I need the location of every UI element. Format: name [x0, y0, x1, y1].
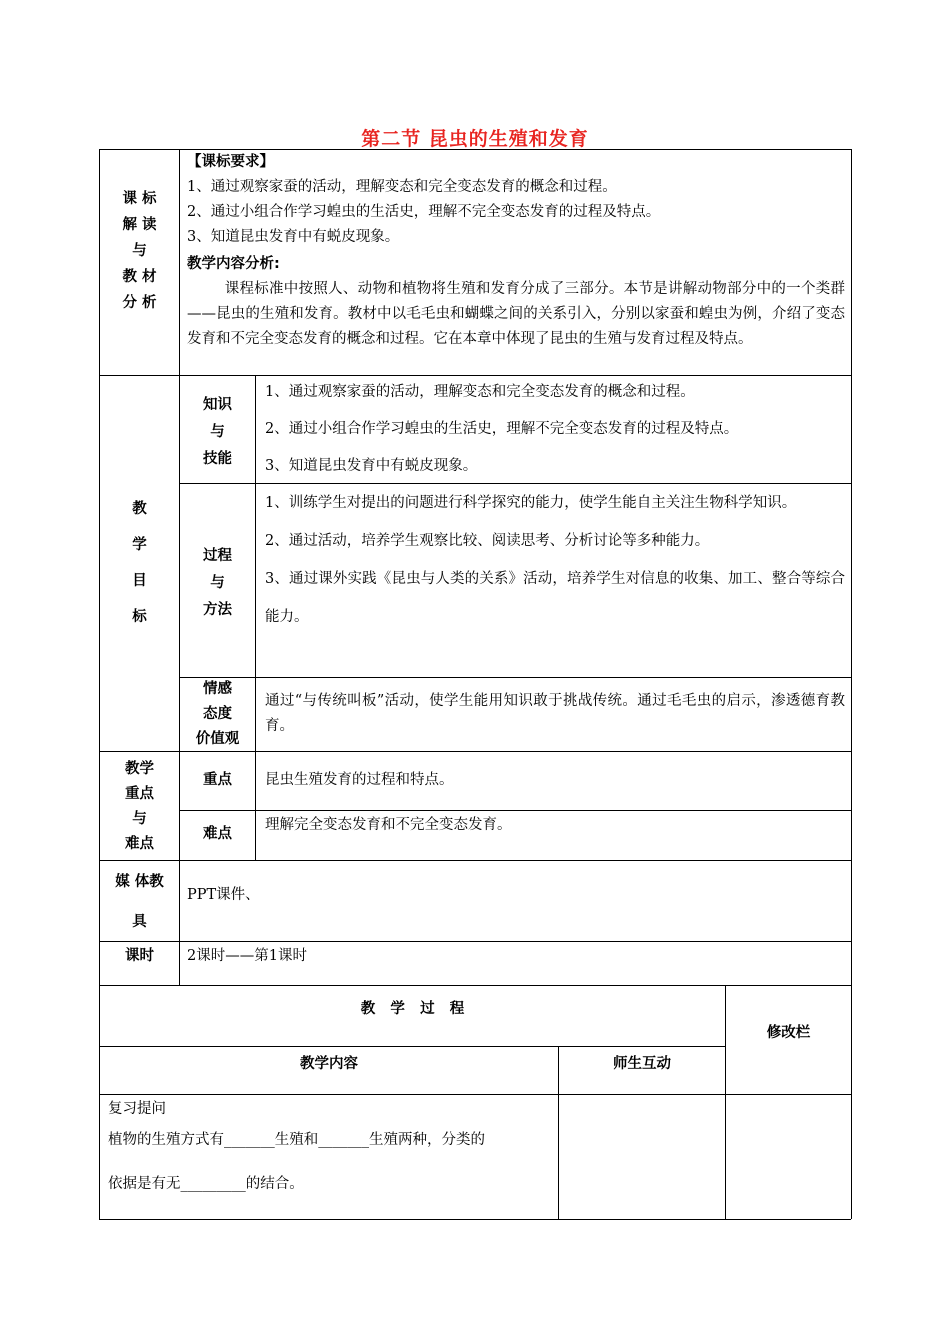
section-label-key-points: 教学 重点 与 难点 [125, 761, 154, 852]
process-content [265, 484, 845, 636]
key-point-text: 昆虫生殖发育的过程和特点。 [265, 772, 454, 788]
process-item: 3、通过课外实践《昆虫与人类的关系》活动，培养学生对信息的收集、加工、整合等综合能力。 [265, 571, 845, 625]
row-divider [99, 860, 851, 861]
hours-text: 2课时——第1课时 [187, 948, 307, 964]
label-knowledge-skills: 知识 与 技能 [203, 397, 232, 467]
label-difficulty: 难点 [203, 826, 232, 842]
table-border [99, 1046, 725, 1047]
process-heading: 教 学 过 程 [360, 1001, 465, 1017]
label-key-point: 重点 [203, 772, 232, 788]
table-border [99, 1219, 851, 1220]
revise-column-header: 修改栏 [766, 1025, 811, 1041]
content-line: 依据是有无_________的结合。 [108, 1176, 304, 1192]
interaction-column-header: 师生互动 [613, 1056, 671, 1072]
label-media: 媒 体教 具 [115, 874, 164, 930]
process-item: 1、训练学生对提出的问题进行科学探究的能力，使学生能自主关注生物科学知识。 [265, 495, 797, 511]
difficulty-text: 理解完全变态发育和不完全变态发育。 [265, 817, 512, 833]
curriculum-heading: 【课标要求】 [187, 154, 274, 170]
analysis-text: 课程标准中按照人、动物和植物将生殖和发育分成了三部分。本节是讲解动物部分中的一个类群——昆虫的生殖和发育。教材中以毛毛虫和蝴蝶之间的关系引入，分别以家蚕和蝗虫为例，介绍了变态发育和不完全变态发育的概念和过程。它在本章中体现了昆虫的生殖与发育过程及特点。 [187, 281, 845, 347]
table-border [99, 985, 851, 986]
section-label-objectives: 教 学 目 标 [132, 501, 147, 625]
content-column-header: 教学内容 [300, 1056, 358, 1072]
content-line: 植物的生殖方式有_______生殖和_______生殖两种，分类的 [108, 1132, 485, 1148]
knowledge-item: 1、通过观察家蚕的活动，理解变态和完全变态发育的概念和过程。 [265, 384, 695, 400]
analysis-heading: 教学内容分析: [187, 256, 280, 272]
table-border [851, 149, 852, 985]
page-title: 第二节 昆虫的生殖和发育 [361, 128, 589, 150]
knowledge-item: 3、知道昆虫发育中有蜕皮现象。 [265, 458, 478, 474]
media-text: PPT课件、 [187, 887, 260, 903]
teaching-content [108, 1095, 553, 1201]
label-hours: 课时 [125, 948, 154, 964]
curriculum-item: 1、通过观察家蚕的活动，理解变态和完全变态发育的概念和过程。 [187, 179, 617, 195]
label-emotion-values: 情感 态度 价值观 [195, 681, 240, 747]
table-border [851, 985, 852, 1219]
emotion-content: 通过“与传统叫板”活动，使学生能用知识敢于挑战传统。通过毛毛虫的启示，渗透德育教育。 [265, 693, 845, 734]
knowledge-content [265, 374, 845, 485]
knowledge-item: 2、通过小组合作学习蝗虫的生活史，理解不完全变态发育的过程及特点。 [265, 421, 739, 437]
curriculum-content [187, 150, 845, 352]
label-process-method: 过程 与 方法 [203, 548, 232, 618]
column-divider [255, 375, 256, 860]
curriculum-item: 2、通过小组合作学习蝗虫的生活史，理解不完全变态发育的过程及特点。 [187, 204, 661, 220]
curriculum-item: 3、知道昆虫发育中有蜕皮现象。 [187, 229, 400, 245]
row-divider [99, 941, 851, 942]
section-label-curriculum: 课 标 解 读 与 教 材 分 析 [122, 191, 157, 311]
row-divider [179, 810, 851, 811]
row-divider [179, 677, 851, 678]
process-item: 2、通过活动，培养学生观察比较、阅读思考、分析讨论等多种能力。 [265, 533, 710, 549]
content-line: 复习提问 [108, 1101, 166, 1117]
